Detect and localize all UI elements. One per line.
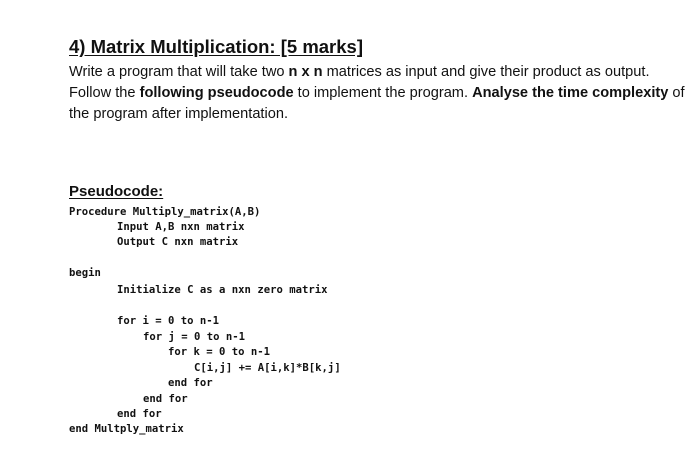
code-line-input: Input A,B nxn matrix (117, 221, 245, 233)
description-bold-time-complexity: Analyse the time complexity (472, 85, 669, 101)
description-bold-pseudocode: following pseudocode (139, 85, 294, 101)
code-line-accumulate: C[i,j] += A[i,k]*B[k,j] (194, 362, 341, 374)
description-text-4: of the program after implementation. (69, 85, 685, 122)
code-line-begin: begin (69, 267, 101, 279)
description-text-2: matrices as input and give their product as output. Follow the (69, 64, 650, 101)
code-line-procedure: Procedure Multiply_matrix(A,B) (69, 206, 261, 218)
description-bold-matrix-size: n x n (288, 64, 323, 80)
code-line-for-i: for i = 0 to n-1 (117, 315, 220, 327)
question-title: 4) Matrix Multiplication: [5 marks] (69, 36, 363, 57)
description-text-1: Write a program that will take two (69, 64, 289, 80)
description-text-3: to implement the program. (293, 85, 473, 101)
code-line-end-for-j: end for (143, 393, 188, 405)
code-line-end-for-i: end for (117, 408, 162, 420)
code-line-initialize: Initialize C as a nxn zero matrix (117, 284, 328, 296)
code-line-end-procedure: end Multply_matrix (69, 423, 184, 435)
question-description (69, 62, 689, 125)
code-line-end-for-k: end for (168, 377, 213, 389)
pseudocode-heading: Pseudocode: (69, 183, 164, 200)
code-line-for-j: for j = 0 to n-1 (143, 331, 246, 343)
code-line-output: Output C nxn matrix (117, 236, 239, 248)
code-line-for-k: for k = 0 to n-1 (168, 346, 271, 358)
